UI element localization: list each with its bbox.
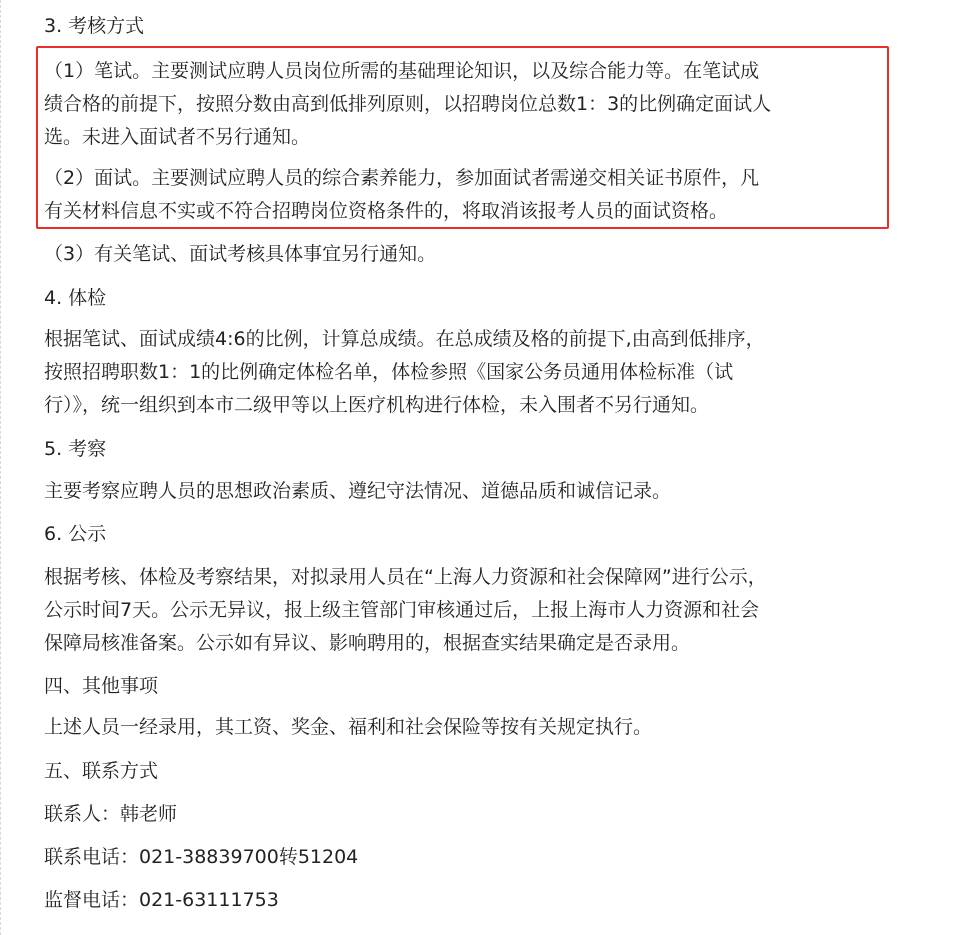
text-line: 根据考核、体检及考察结果，对拟录用人员在“上海人力资源和社会保障网”进行公示， bbox=[44, 566, 767, 588]
text-line: （2）面试。主要测试应聘人员的综合素养能力，参加面试者需递交相关证书原件，凡 bbox=[44, 167, 760, 189]
text-line: 按照招聘职数1：1的比例确定体检名单，体检参照《国家公务员通用体检标准（试 bbox=[44, 361, 734, 383]
text-line: 保障局核准备案。公示如有异议、影响聘用的，根据查实结果确定是否录用。 bbox=[44, 632, 691, 654]
text-line: 有关材料信息不实或不符合招聘岗位资格条件的，将取消该报考人员的面试资格。 bbox=[44, 200, 729, 222]
text-line: 绩合格的前提下，按照分数由高到低排列原则，以招聘岗位总数1：3的比例确定面试人 bbox=[44, 93, 772, 115]
paragraph-interview bbox=[44, 162, 904, 228]
section-title-other-matters: 四、其他事项 bbox=[44, 675, 159, 697]
text-line: （3）有关笔试、面试考核具体事宜另行通知。 bbox=[44, 243, 437, 265]
section-title-inspection: 5. 考察 bbox=[44, 438, 107, 460]
paragraph-other-matters bbox=[44, 711, 904, 744]
paragraph-inspection bbox=[44, 475, 904, 508]
contact-person: 联系人：韩老师 bbox=[44, 803, 178, 825]
text-line: 上述人员一经录用，其工资、奖金、福利和社会保险等按有关规定执行。 bbox=[44, 716, 653, 738]
text-line: 根据笔试、面试成绩4:6的比例，计算总成绩。在总成绩及格的前提下,由高到低排序， bbox=[44, 328, 765, 350]
page-left-border bbox=[0, 0, 1, 935]
text-line: 公示时间7天。公示无异议，报上级主管部门审核通过后，上报上海市人力资源和社会 bbox=[44, 599, 760, 621]
section-title-publicity: 6. 公示 bbox=[44, 523, 107, 545]
paragraph-physical bbox=[44, 323, 904, 422]
paragraph-written-exam bbox=[44, 55, 904, 154]
text-line: （1）笔试。主要测试应聘人员岗位所需的基础理论知识，以及综合能力等。在笔试成 bbox=[44, 60, 760, 82]
text-line: 行）》，统一组织到本市二级甲等以上医疗机构进行体检，未入围者不另行通知。 bbox=[44, 394, 710, 416]
supervise-phone: 监督电话：021-63111753 bbox=[44, 889, 279, 911]
text-line: 选。未进入面试者不另行通知。 bbox=[44, 126, 311, 148]
paragraph-other-notice bbox=[44, 238, 904, 271]
section-title-assessment: 3. 考核方式 bbox=[44, 15, 145, 37]
section-title-physical: 4. 体检 bbox=[44, 287, 107, 309]
paragraph-publicity bbox=[44, 561, 904, 660]
section-title-contact: 五、联系方式 bbox=[44, 760, 159, 782]
text-line: 主要考察应聘人员的思想政治素质、遵纪守法情况、道德品质和诚信记录。 bbox=[44, 480, 672, 502]
contact-phone: 联系电话：021-38839700转51204 bbox=[44, 846, 359, 868]
